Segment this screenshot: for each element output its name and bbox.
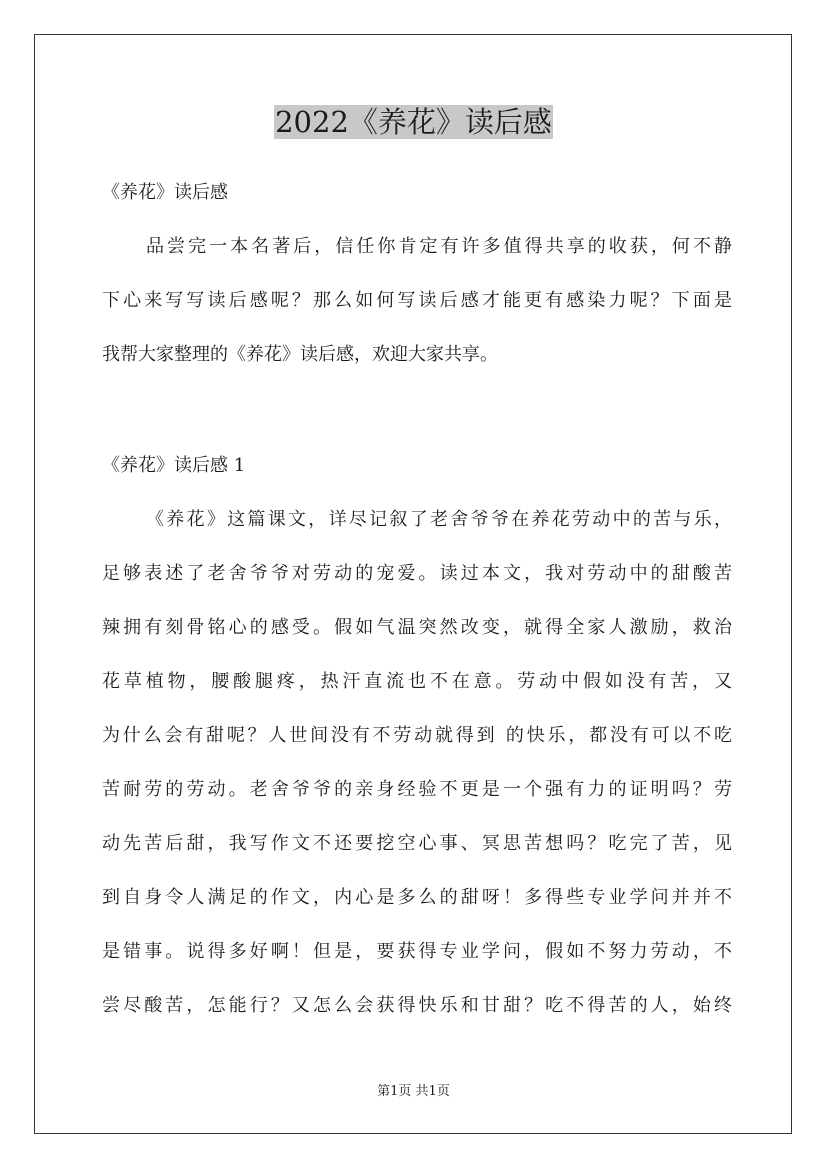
essay-line: 为什么会有甜呢？人世间没有不劳动就得到 的快乐，都没有可以不吃	[102, 725, 732, 746]
essay-line: 到自身令人满足的作文，内心是多么的甜呀！多得些专业学问并并不	[102, 887, 732, 908]
essay-line: 花草植物，腰酸腿疼，热汗直流也不在意。劳动中假如没有苦，又	[102, 671, 732, 692]
essay-line: 动先苦后甜，我写作文不还要挖空心事、冥思苦想吗？吃完了苦，见	[102, 833, 732, 854]
essay-line: 是错事。说得多好啊！但是，要获得专业学问，假如不努力劳动，不	[102, 941, 732, 962]
essay-heading: 《养花》读后感 1	[102, 455, 246, 476]
section-heading: 《养花》读后感	[102, 182, 228, 203]
document-title-text: 2022《养花》读后感	[275, 105, 552, 139]
intro-paragraph	[102, 235, 732, 397]
essay-paragraph	[102, 508, 732, 1048]
document-title	[0, 102, 827, 142]
intro-line: 品尝完一本名著后，信任你肯定有许多值得共享的收获，何不静	[146, 236, 732, 257]
essay-line: 苦耐劳的劳动。老舍爷爷的亲身经验不更是一个强有力的证明吗？劳	[102, 779, 732, 800]
intro-line: 下心来写写读后感呢？那么如何写读后感才能更有感染力呢？下面是	[102, 290, 732, 311]
essay-line: 足够表述了老舍爷爷对劳动的宠爱。读过本文，我对劳动中的甜酸苦	[102, 563, 732, 584]
intro-line: 我帮大家整理的《养花》读后感，欢迎大家共享。	[102, 344, 498, 365]
page-number-footer: 第1页 共1页	[377, 1084, 450, 1099]
essay-line: 尝尽酸苦，怎能行？又怎么会获得快乐和甘甜？吃不得苦的人，始终	[102, 995, 732, 1016]
essay-line: 《养花》这篇课文，详尽记叙了老舍爷爷在养花劳动中的苦与乐，	[146, 509, 732, 530]
essay-line: 辣拥有刻骨铭心的感受。假如气温突然改变，就得全家人激励，救治	[102, 617, 732, 638]
